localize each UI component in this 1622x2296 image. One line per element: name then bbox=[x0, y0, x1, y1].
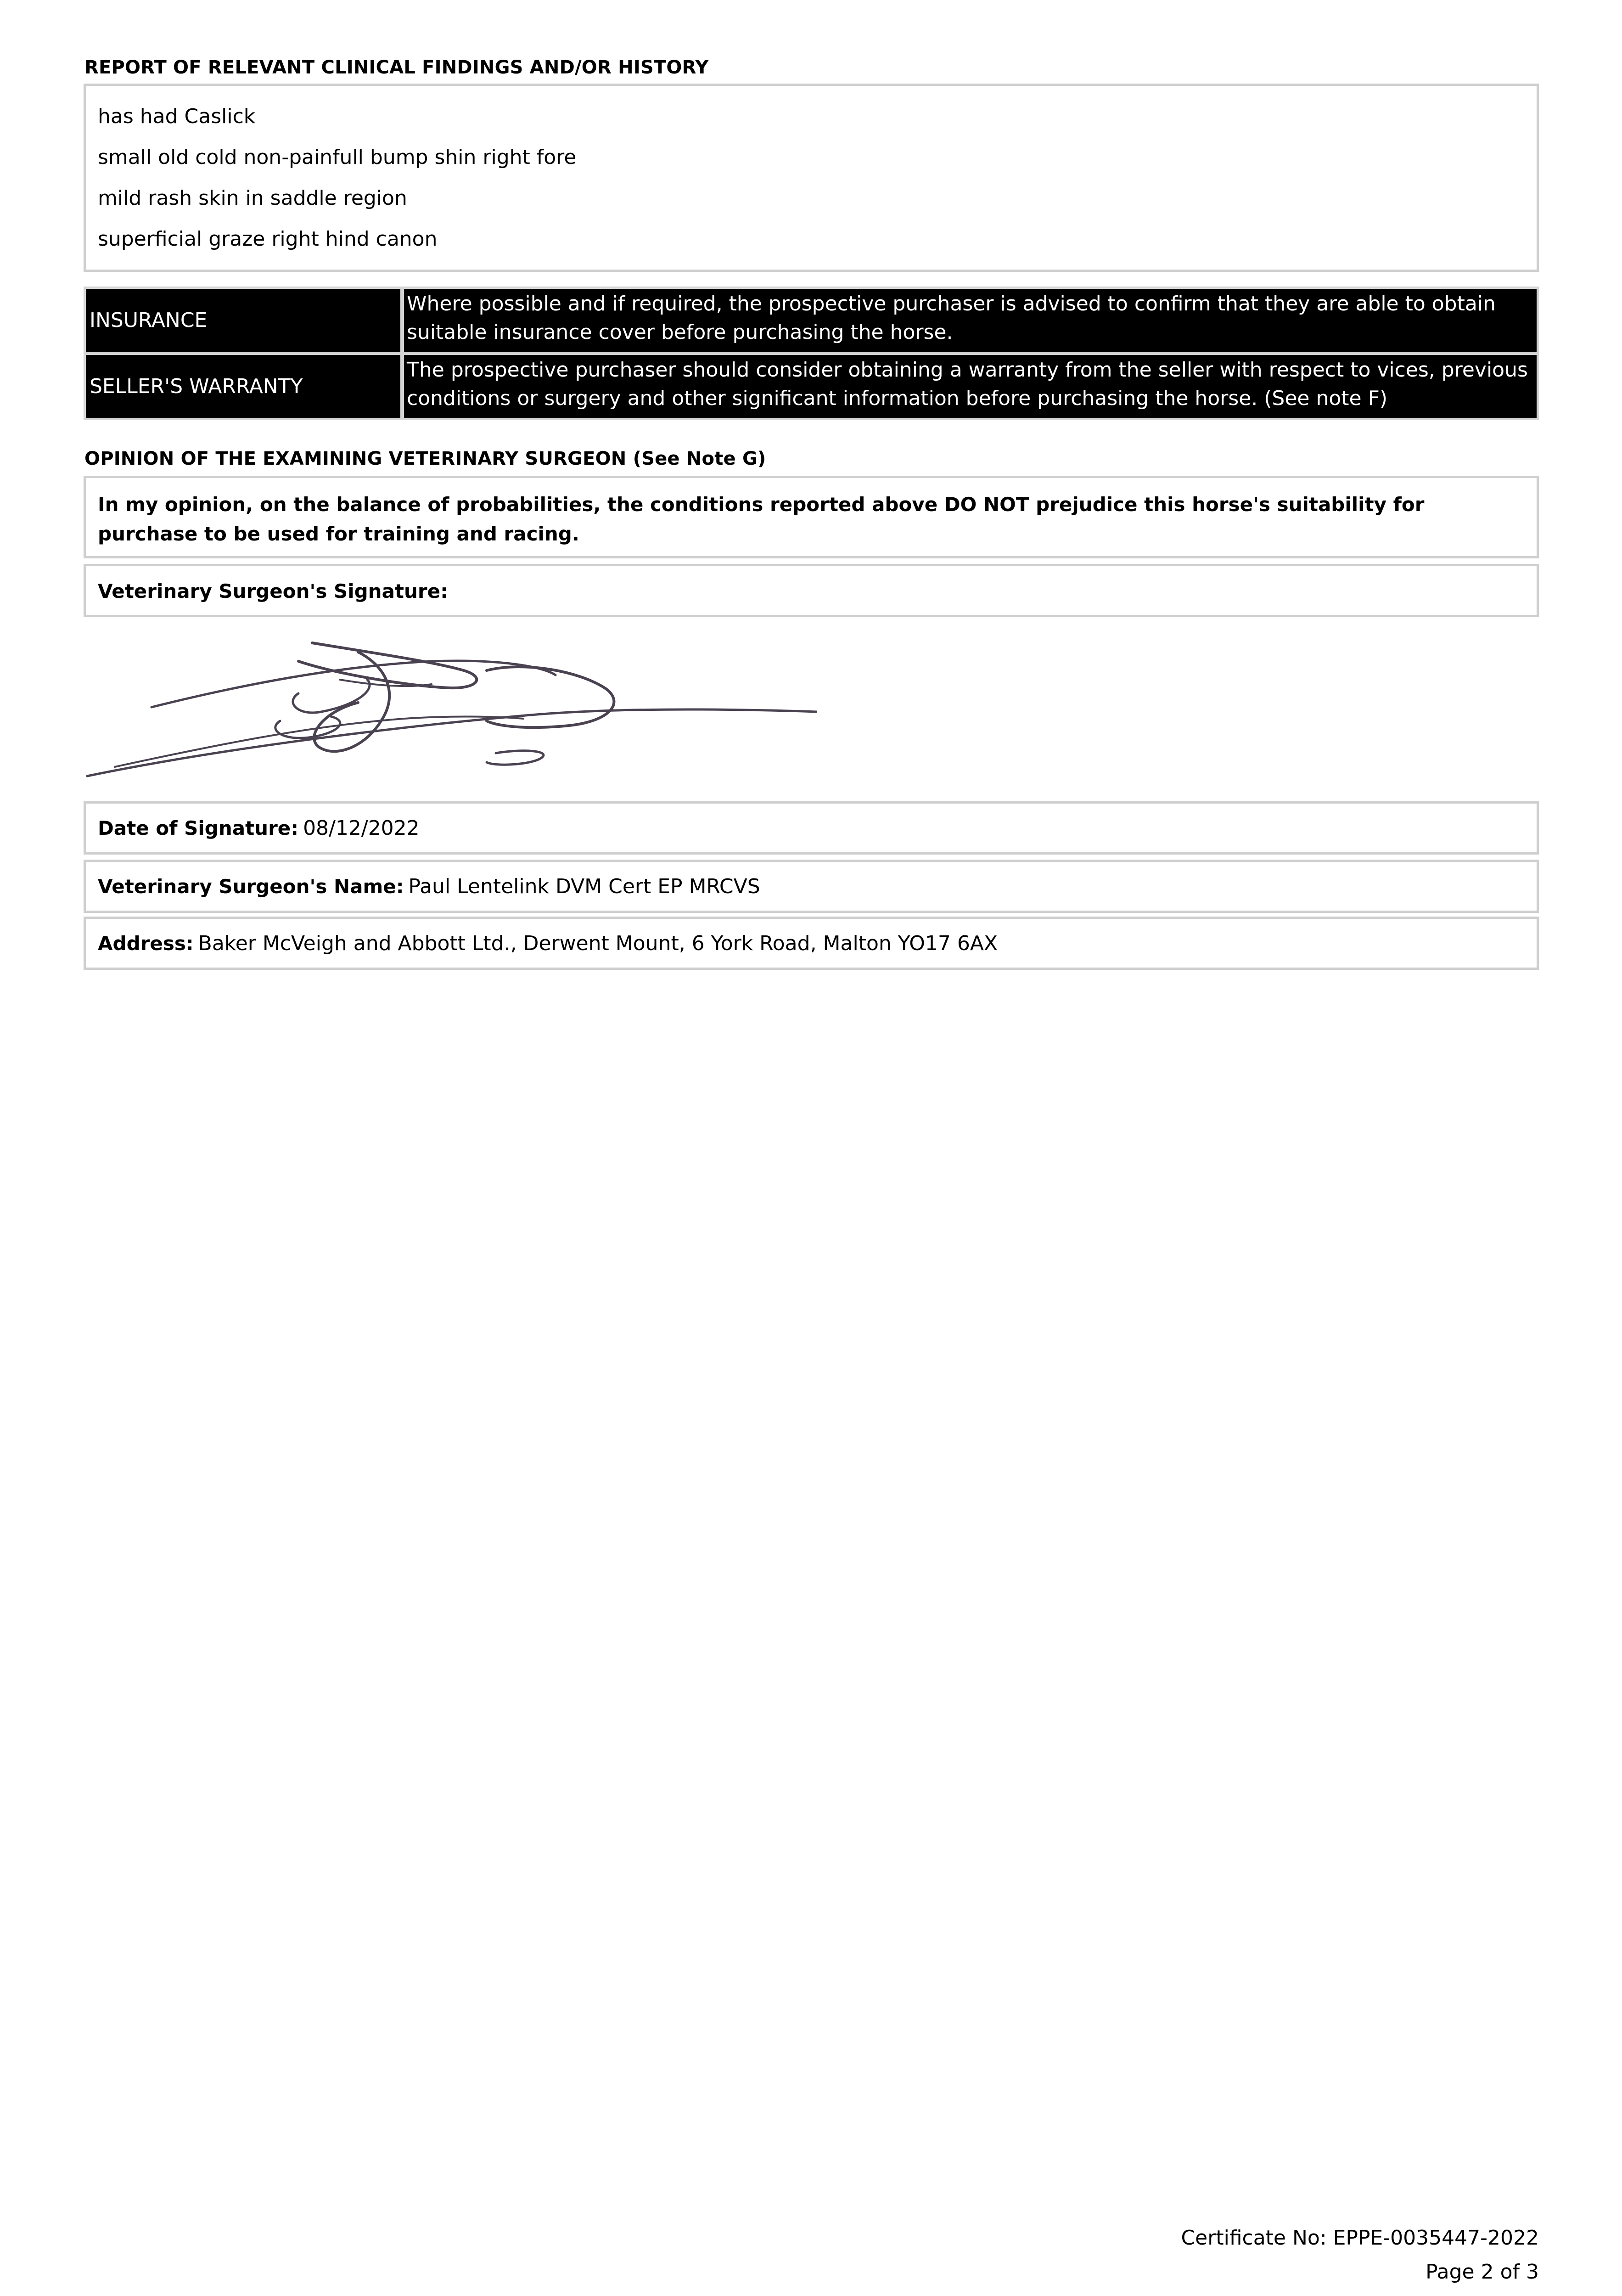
info-row-insurance bbox=[86, 289, 1537, 352]
name-label: Veterinary Surgeon's Name: bbox=[98, 875, 404, 898]
finding-item: has had Caslick bbox=[98, 105, 256, 128]
date-label: Date of Signature: bbox=[98, 816, 299, 839]
date-value: 08/12/2022 bbox=[303, 816, 420, 840]
info-table bbox=[84, 287, 1539, 420]
findings-box bbox=[84, 84, 1539, 272]
page-number: Page 2 of 3 bbox=[1426, 2260, 1539, 2284]
info-text: The prospective purchaser should consider obtaining a warranty from the seller with respect to vices, previous conditions or surgery and other significant information before purchasing the horse. (See note F) bbox=[404, 355, 1537, 418]
date-field bbox=[84, 801, 1539, 855]
name-value: Paul Lentelink DVM Cert EP MRCVS bbox=[408, 874, 760, 898]
finding-item: mild rash skin in saddle region bbox=[98, 186, 407, 210]
opinion-statement: In my opinion, on the balance of probabilities, the conditions reported above DO NOT prejudice this horse's suitability for purchase to be used for training and racing. bbox=[84, 476, 1539, 558]
address-field bbox=[84, 917, 1539, 970]
certificate-number: Certificate No: EPPE-0035447-2022 bbox=[1181, 2226, 1539, 2250]
signature-image bbox=[83, 634, 817, 781]
name-field bbox=[84, 860, 1539, 913]
info-row-warranty bbox=[86, 355, 1537, 418]
finding-item: superficial graze right hind canon bbox=[98, 227, 438, 251]
address-value: Baker McVeigh and Abbott Ltd., Derwent Mount, 6 York Road, Malton YO17 6AX bbox=[198, 931, 998, 955]
info-label: SELLER'S WARRANTY bbox=[86, 355, 400, 418]
opinion-title: OPINION OF THE EXAMINING VETERINARY SURGEON (See Note G) bbox=[84, 448, 766, 469]
signature-label: Veterinary Surgeon's Signature: bbox=[84, 564, 1539, 617]
address-label: Address: bbox=[98, 932, 194, 955]
finding-item: small old cold non-painfull bump shin right fore bbox=[98, 146, 577, 169]
info-label: INSURANCE bbox=[86, 289, 400, 352]
findings-title: REPORT OF RELEVANT CLINICAL FINDINGS AND/OR HISTORY bbox=[84, 57, 709, 78]
info-text: Where possible and if required, the prospective purchaser is advised to confirm that they are able to obtain suitable insurance cover before purchasing the horse. bbox=[404, 289, 1537, 352]
